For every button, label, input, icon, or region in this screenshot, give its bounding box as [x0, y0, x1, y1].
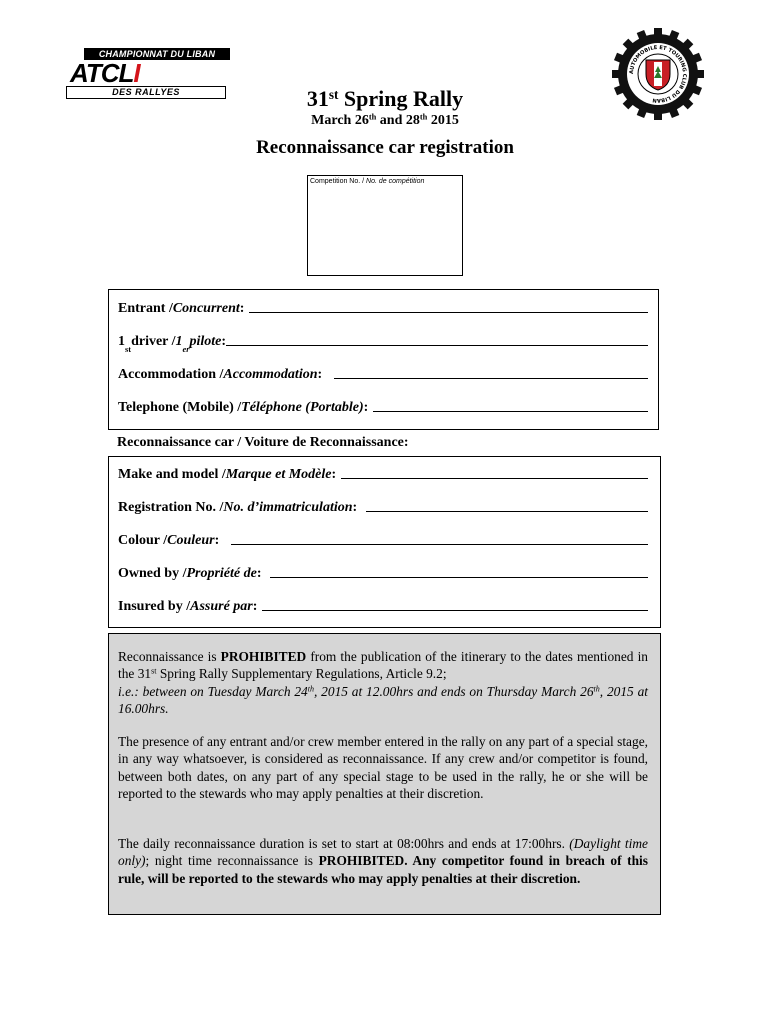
owned-by-field[interactable]: Owned by / Propriété de :	[118, 566, 648, 582]
telephone-field[interactable]: Telephone (Mobile) / Téléphone (Portable) :	[118, 400, 648, 416]
emblem-ring-text: AUTOMOBILE ET TOURING CLUB DU LIBAN	[628, 44, 688, 104]
form-title: Reconnaissance car registration	[256, 137, 514, 158]
rally-title: 31st Spring Rally	[306, 86, 464, 111]
first-driver-field[interactable]: 1 st driver / 1 er pilote :	[118, 334, 648, 350]
driver-input-line[interactable]	[226, 345, 648, 346]
registration-input-line[interactable]	[366, 511, 648, 512]
rules-paragraph-1: Reconnaissance is PROHIBITED from the publication of the itinerary to the dates mentioned in the 31st Spring Rally Supplementary Regulations, Article 9.2; i.e.: between on Tuesday March 24th, 2015 at 12.00hrs and ends on Thursday March 26th, 2015 at 16.00hrs.	[118, 649, 648, 716]
recce-car-section-title: Reconnaissance car / Voiture de Reconnaissance:	[117, 435, 409, 450]
telephone-input-line[interactable]	[373, 411, 648, 412]
accommodation-input-line[interactable]	[334, 378, 648, 379]
entrant-input-line[interactable]	[249, 312, 648, 313]
car-details-box	[108, 456, 661, 628]
logo-main-text	[70, 58, 236, 88]
competition-number-label: Competition No. / No. de compétition	[310, 178, 425, 185]
entrant-field[interactable]: Entrant / Concurrent :	[118, 301, 648, 317]
rally-dates: March 26th and 28th 2015	[311, 112, 459, 128]
reconnaissance-rules-box	[108, 633, 661, 915]
colour-input-line[interactable]	[231, 544, 648, 545]
logo-main-left: ATCL	[70, 58, 134, 88]
registration-field[interactable]: Registration No. / No. d’immatriculation :	[118, 500, 648, 516]
rules-paragraph-3: The daily reconnaissance duration is set to start at 08:00hrs and ends at 17:00hrs. (Daylight time only); night time reconnaissance is PROHIBITED. Any competitor found in breach of this rule, will be reported to the stewards who may apply penalties at their discretion.	[118, 836, 648, 886]
logo-main-right: I	[133, 58, 140, 88]
make-model-input-line[interactable]	[341, 478, 648, 479]
colour-field[interactable]: Colour / Couleur :	[118, 533, 648, 549]
logo-top-text: CHAMPIONNAT DU LIBAN	[84, 48, 230, 60]
owned-by-input-line[interactable]	[270, 577, 648, 578]
make-model-field[interactable]: Make and model / Marque et Modèle :	[118, 467, 648, 483]
rules-paragraph-2: The presence of any entrant and/or crew member entered in the rally on any part of a special stage, in any way whatsoever, is considered as reconnaissance. If any crew and/or competitor is found, between both dates, on any part of any special stage to be used in the rally, he or she will be reported to the stewards who may apply penalties at their discretion.	[118, 734, 648, 801]
entrant-details-box	[108, 289, 659, 430]
logo-bottom-text: DES RALLYES	[66, 86, 226, 99]
competition-number-box[interactable]	[307, 175, 463, 276]
insured-by-field[interactable]: Insured by / Assuré par :	[118, 599, 648, 615]
insured-by-input-line[interactable]	[262, 610, 648, 611]
accommodation-field[interactable]: Accommodation / Accommodation :	[118, 367, 648, 383]
